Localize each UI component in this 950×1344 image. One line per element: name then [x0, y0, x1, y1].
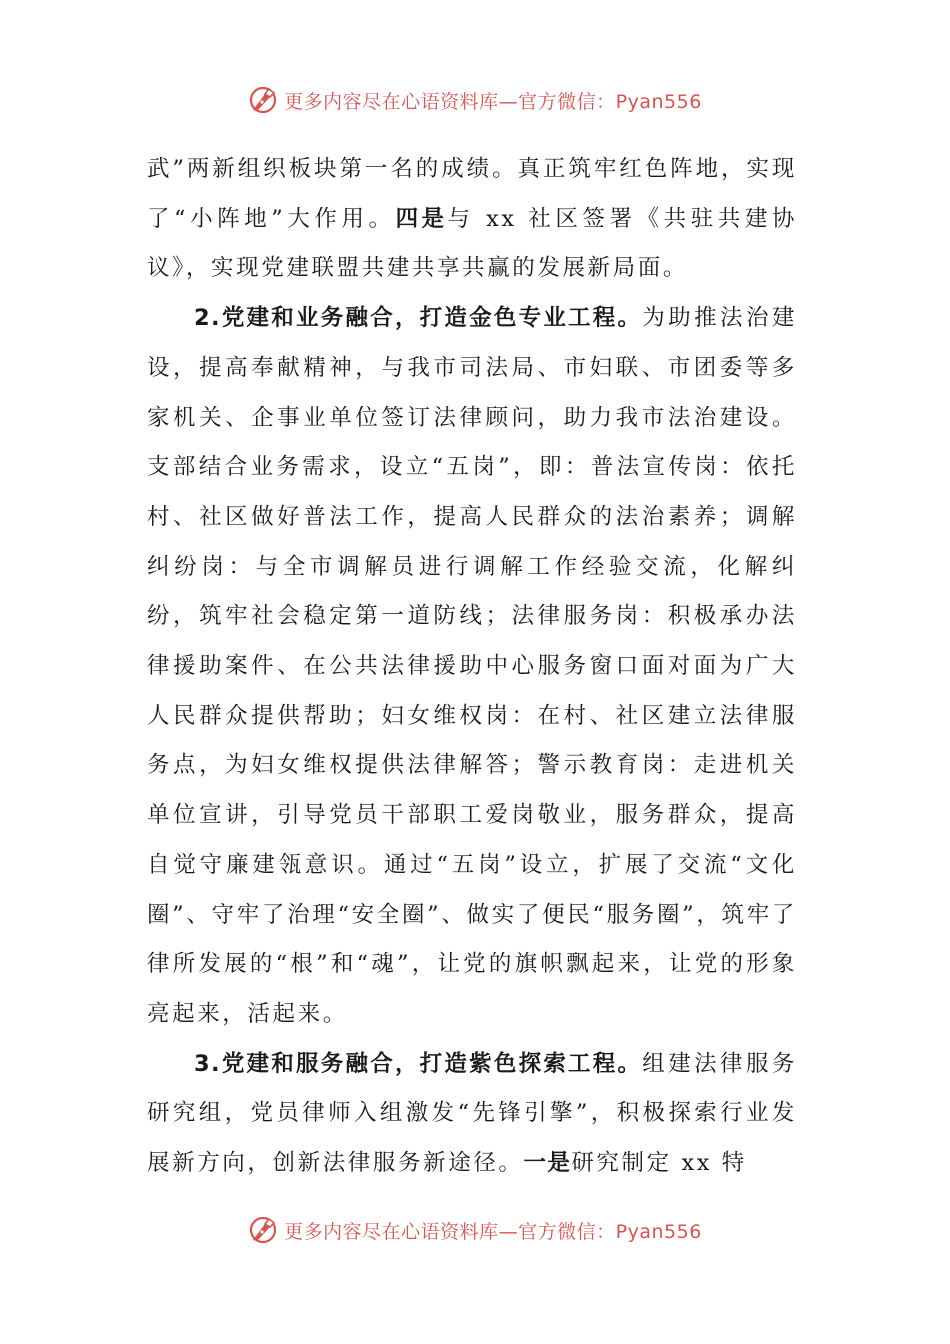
- paragraph-3-heading: 3.党建和服务融合，打造紫色探索工程。: [194, 1050, 643, 1077]
- paragraph-1-text-a: 武”两新组织板块第一名的成绩。真正筑牢红色阵地，实现了“小阵地”大作用。: [147, 156, 797, 232]
- paragraph-1-bold-marker: 四是: [395, 205, 448, 232]
- paragraph-3-text-a: 组建法律服务研究组，党员律师入组激发“先锋引擎”，积极探索行业发展新方向，创新法律服务新途径。: [147, 1050, 797, 1177]
- header-banner-text: 更多内容尽在心语资料库—官方微信：Pyan556: [284, 90, 702, 113]
- paragraph-2-text: 为助推法治建设，提高奉献精神，与我市司法局、市妇联、市团委等多家机关、企事业单位签订法律顾问，助力我市法治建设。支部结合业务需求，设立“五岗”，即：普法宣传岗：依托村、社区做好普法工作，提高人民群众的法治素养；调解纠纷岗：与全市调解员进行调解工作经验交流，化解纠纷，筑牢社会稳定第一道防线；法律服务岗：积极承办法律援助案件、在公共法律援助中心服务窗口面对面为广大人民群众提供帮助；妇女维权岗：在村、社区建立法律服务点，为妇女维权提供法律解答；警示教育岗：走进机关单位宣讲，引导党员干部职工爱岗敬业，服务群众，提高自觉守廉建瓴意识。通过“五岗”设立，扩展了交流“文化圈”、守牢了治理“安全圈”、做实了便民“服务圈”，筑牢了律所发展的“根”和“魂”，让党的旗帜飘起来，让党的形象亮起来，活起来。: [147, 305, 797, 1027]
- pen-nib-logo-icon: [248, 1215, 278, 1245]
- pen-nib-logo-icon: [248, 85, 278, 115]
- paragraph-2-heading: 2.党建和业务融合，打造金色专业工程。: [194, 305, 643, 332]
- paragraph-1: [147, 145, 797, 294]
- paragraph-3-text-b: 研究制定 xx 特: [571, 1150, 747, 1177]
- paragraph-3-bold-marker: 一是: [523, 1150, 572, 1177]
- document-body: [147, 145, 797, 1189]
- footer-banner: [0, 1210, 950, 1250]
- footer-banner-text: 更多内容尽在心语资料库—官方微信：Pyan556: [284, 1220, 702, 1243]
- paragraph-2: [147, 294, 797, 1040]
- paragraph-3: [147, 1040, 797, 1189]
- paragraph-1-text-b: 与 xx 社区签署《共驻共建协议》，实现党建联盟共建共享共赢的发展新局面。: [147, 205, 797, 282]
- header-banner: [0, 80, 950, 120]
